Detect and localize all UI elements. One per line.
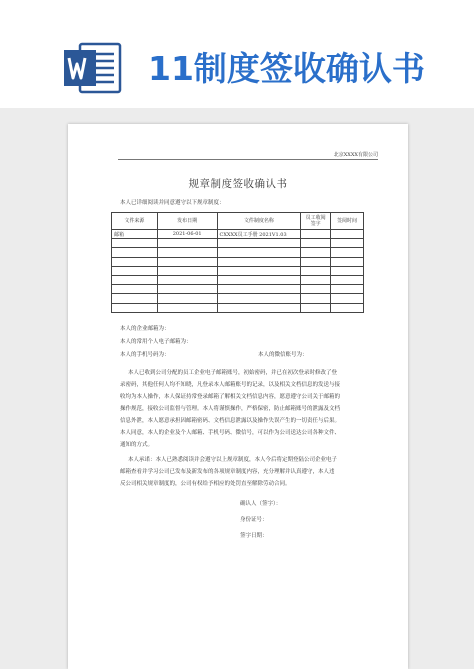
sign-date-label: 签字日期： [240, 533, 268, 539]
cell-date [157, 266, 217, 275]
paragraph-line: 反公司相关规章制度的，公司有权给予相应的处罚直至解除劳动合同。 [120, 481, 291, 487]
paragraph-line: 本人已收到公司分配的员工企业电子邮箱账号，初始密码，并已在初次登录时修改了登 [128, 370, 338, 376]
banner [0, 0, 474, 108]
cell-name [217, 239, 301, 248]
banner-title: 11制度签收确认书 [148, 49, 425, 88]
paragraph-line: 本人承诺：本人已熟悉阅读并会遵守以上规章制度，本人今后将定期登陆公司企业电子 [128, 457, 338, 463]
cell-date: 2021-06-01 [157, 230, 217, 239]
cell-signature [301, 230, 331, 239]
table-row [112, 257, 364, 266]
cell-time [331, 257, 364, 266]
paragraph-line: 信息外泄，本人愿意承担因邮箱密码、文档信息泄露以及操作失误产生的一切责任与后果。 [120, 418, 341, 424]
cell-source [112, 239, 158, 248]
cell-source [112, 257, 158, 266]
cell-source [112, 275, 158, 284]
cell-time [331, 275, 364, 284]
table-row [112, 266, 364, 275]
table-row [112, 303, 364, 312]
cell-name [217, 266, 301, 275]
document-page [68, 124, 408, 669]
regulations-table [111, 212, 364, 313]
id-number-label: 身份证号： [240, 517, 268, 523]
cell-name [217, 275, 301, 284]
document-title: 规章制度签收确认书 [188, 178, 288, 190]
table-row [112, 285, 364, 294]
intro-text: 本人已详细阅读并同意遵守以下规章制度： [120, 200, 225, 206]
cell-time [331, 248, 364, 257]
cell-time [331, 239, 364, 248]
column-header-date: 发布日期 [157, 213, 217, 230]
paragraph-line: 操作规范，接收公司监督与管理。本人将谨慎操作，严格保密，防止邮箱账号的泄露及文档 [120, 406, 341, 412]
cell-time [331, 266, 364, 275]
cell-source [112, 266, 158, 275]
cell-signature [301, 294, 331, 303]
cell-source: 邮箱 [112, 230, 158, 239]
table-row [112, 275, 364, 284]
word-icon [62, 40, 124, 96]
cell-signature [301, 239, 331, 248]
table-header-row [112, 213, 364, 230]
paragraph-line: 录密码，其他任何人均不知晓，凡登录本人邮箱账号的记录，以及相关文档信息的发送与接 [120, 382, 341, 388]
cell-signature [301, 257, 331, 266]
phone-field: 本人的手机号码为： [120, 352, 170, 358]
table-row [112, 239, 364, 248]
column-header-name: 文件制度名称 [217, 213, 301, 230]
company-name: 北京XXXX有限公司 [333, 152, 378, 158]
cell-date [157, 248, 217, 257]
table-row [112, 248, 364, 257]
cell-signature [301, 275, 331, 284]
paragraph-line: 本人同意，本人的企业及个人邮箱、手机号码、微信号，可以作为公司送达公司各种文件、 [120, 430, 341, 436]
cell-time [331, 294, 364, 303]
column-header-time: 签阅时间 [331, 213, 364, 230]
cell-name [217, 248, 301, 257]
cell-name [217, 294, 301, 303]
cell-signature [301, 285, 331, 294]
confirmer-signature-label: 确认人（签字）： [240, 501, 282, 507]
cell-source [112, 303, 158, 312]
cell-date [157, 275, 217, 284]
column-header-signature: 员工收阅签字 [301, 213, 331, 230]
cell-name [217, 303, 301, 312]
cell-source [112, 285, 158, 294]
cell-source [112, 248, 158, 257]
cell-date [157, 303, 217, 312]
personal-email-field: 本人的常用个人电子邮箱为： [120, 339, 192, 345]
paragraph-line: 邮箱查看并学习公司已发布及新发布的各项规章制度内容，充分理解并认真遵守，本人违 [120, 469, 335, 475]
cell-date [157, 239, 217, 248]
cell-name [217, 257, 301, 266]
header-rule [118, 159, 378, 160]
cell-source [112, 294, 158, 303]
company-email-field: 本人的企业邮箱为： [120, 326, 170, 332]
cell-signature [301, 303, 331, 312]
cell-date [157, 257, 217, 266]
wechat-field: 本人的微信账号为： [258, 352, 308, 358]
column-header-source: 文件来源 [112, 213, 158, 230]
cell-name [217, 285, 301, 294]
paragraph-line: 收均为本人操作，本人保证持常登录邮箱了解相关文档信息内容，愿意遵守公司关于邮箱的 [120, 394, 341, 400]
cell-time [331, 285, 364, 294]
table-row [112, 294, 364, 303]
cell-signature [301, 266, 331, 275]
cell-signature [301, 248, 331, 257]
cell-time [331, 230, 364, 239]
paragraph-line: 通知的方式。 [120, 442, 154, 448]
table-row [112, 230, 364, 239]
cell-time [331, 303, 364, 312]
cell-date [157, 294, 217, 303]
cell-date [157, 285, 217, 294]
cell-name: CXXXX员工手册 2021V1.03 [217, 230, 301, 239]
